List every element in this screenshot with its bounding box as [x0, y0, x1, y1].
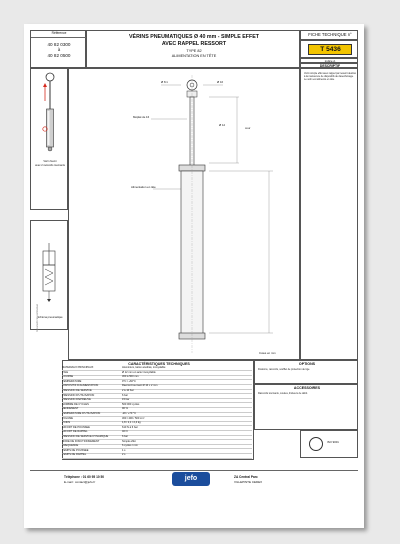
sheet-number-box [300, 40, 358, 58]
characteristic-value: 2 à 10 bar [122, 389, 134, 392]
accessories-title: ACCESSOIRES [293, 386, 321, 390]
technical-drawing [68, 68, 300, 360]
characteristic-key: POIDS [62, 421, 71, 425]
characteristic-value: 300 / 400 / 500 cm³ [122, 416, 145, 420]
description-label: DESCRIPTIF [319, 63, 341, 68]
characteristic-key: PRESSION DE SERVICE [62, 389, 92, 392]
reference-to: à [57, 47, 61, 52]
feed-label: ALIMENTATION EN TÊTE [171, 54, 217, 58]
accessories-box [254, 384, 358, 430]
characteristic-value: 6 cycles / min [122, 444, 138, 448]
footer-address-2: VILLEPINTE CEDEX [234, 480, 263, 484]
characteristic-value: 500 000 cycles [122, 402, 140, 406]
certification-logo [309, 437, 323, 451]
dim-bottom-note: Cotes en mm [259, 351, 276, 355]
characteristic-value: 2 s [122, 453, 126, 457]
sheet-number-highlight [308, 44, 352, 55]
characteristic-key: EFFORT DE RAPPEL [62, 430, 88, 434]
footer-phone: Téléphone : 01 60 95 10 50 [64, 475, 105, 479]
characteristic-key: EFFORT DE POUSSÉE [62, 425, 90, 429]
title-line-2: AVEC RAPPEL RESSORT [161, 41, 227, 47]
certification-label: ISO 9001 [327, 440, 339, 444]
dim-top-left: Ø 8.1 [161, 80, 168, 84]
characteristic-value: Ø 12 mm en acier inoxydable [122, 370, 156, 374]
sheet-number: T 5436 [320, 46, 341, 54]
characteristic-key: DISPOSITIF D'ALIMENTATION [62, 384, 99, 388]
characteristic-value: 1 s [122, 448, 126, 452]
characteristic-key: MODE DE FONCTIONNEMENT [62, 439, 100, 443]
characteristic-value: 90 % [122, 407, 128, 411]
jefo-logo-text: jefo [184, 475, 198, 482]
options-text: Fixations, raccords, soufflet de protection de tige. [258, 368, 311, 371]
characteristic-key: TEMPÉRATURE D'UTILISATION [62, 412, 101, 415]
characteristic-value: 1,8 / 2,1 / 2,4 kg [122, 421, 141, 425]
characteristic-value: 300 à 500 mm [122, 375, 139, 379]
characteristic-value: 15 bar [122, 398, 130, 402]
characteristic-value: 40 N [122, 430, 128, 434]
photo-panel [30, 68, 68, 210]
options-box [254, 360, 358, 384]
dim-m12: Ø 12 [219, 123, 226, 127]
characteristic-value: Simple effet [122, 439, 136, 443]
characteristic-key: PRESSION D'ÉPREUVE [62, 398, 91, 402]
characteristic-key: RENDEMENT [62, 407, 79, 411]
characteristic-value: 0°C / +60°C [122, 379, 136, 383]
sheet-label: FICHE TECHNIQUE n° [308, 32, 352, 37]
characteristics-title: CARACTÉRISTIQUES TECHNIQUES [128, 362, 190, 366]
characteristic-key: TEMPÉRATURE [62, 379, 82, 383]
certification-box [300, 430, 358, 458]
characteristic-value: 610 N à 6 bar [122, 425, 138, 429]
characteristic-key: NOMBRE DE CYCLES [62, 402, 89, 406]
dim-top-right: Ø 16 [217, 80, 224, 84]
characteristic-value: -20 / +70 °C [122, 412, 136, 415]
characteristic-value: 6 bar [122, 393, 128, 397]
footer-address-1: ZA Central Parc [234, 475, 258, 479]
label-feed: Alimentation en tête [131, 185, 156, 189]
reference-end: 40 82 0500 [47, 53, 71, 58]
reference-start: 40 82 0300 [47, 42, 71, 47]
accessories-text: Raccords tournants, coudes, limiteurs de débit. [258, 392, 308, 395]
sheet-label-box [300, 30, 358, 40]
characteristic-row [62, 453, 252, 458]
label-cap: Méplat de 16 [133, 115, 150, 119]
cylinder-photo [31, 69, 69, 211]
characteristic-key: COURSE [62, 375, 74, 379]
footer-email: E-mail : contact@jefo.fr [64, 480, 96, 484]
index-label: indice A [324, 58, 336, 63]
reference-box [30, 30, 86, 68]
characteristic-key: VOLUME [62, 416, 73, 420]
datasheet-page [24, 24, 364, 528]
title-line-1: VÉRINS PNEUMATIQUES Ø 40 mm - SIMPLE EFFET [129, 34, 259, 40]
title-box [86, 30, 300, 68]
characteristic-value: Aluminium, laiton anodisé, inoxydable [122, 366, 166, 369]
reference-label: Référence [51, 31, 67, 35]
dim-course: cour [245, 126, 251, 130]
characteristic-key: MATÉRIAUX PRINCIPAUX [62, 366, 94, 369]
options-title: OPTIONS [298, 362, 316, 366]
characteristic-key: TIGE [62, 370, 69, 374]
type-label: TYPE 82 [186, 49, 202, 53]
characteristic-key: TEMPS DE POUSSÉE [62, 448, 89, 452]
side-legal-note: Document non contractuel [36, 304, 39, 332]
characteristic-key: FRÉQUENCE [62, 444, 79, 448]
characteristic-key: PRESSION DE SERVICE DYNAMIQUE [62, 435, 109, 438]
photo-caption-line-1: Vérin fourni [43, 160, 57, 163]
characteristic-key: TEMPS DE RAPPEL [62, 453, 87, 457]
schema-caption: Schéma pneumatique [37, 316, 63, 319]
cylinder-drawing [69, 69, 301, 361]
characteristic-value: Raccord tournant Ø 10 x 2 mm [122, 384, 158, 388]
description-panel [300, 68, 358, 360]
footer-separator [30, 470, 358, 471]
characteristic-value: 6 bar [122, 435, 128, 438]
jefo-logo [172, 472, 210, 486]
photo-caption-line-2: avec 2 raccords tournants [35, 164, 65, 167]
description-text: Vérin simple effet avec rappel par ressort destiné à la manœuvre de dispositifs de désenfumage. Le vérin est alimenté en tête. [304, 72, 356, 82]
characteristic-key: PRESSION D'UTILISATION [62, 393, 95, 397]
